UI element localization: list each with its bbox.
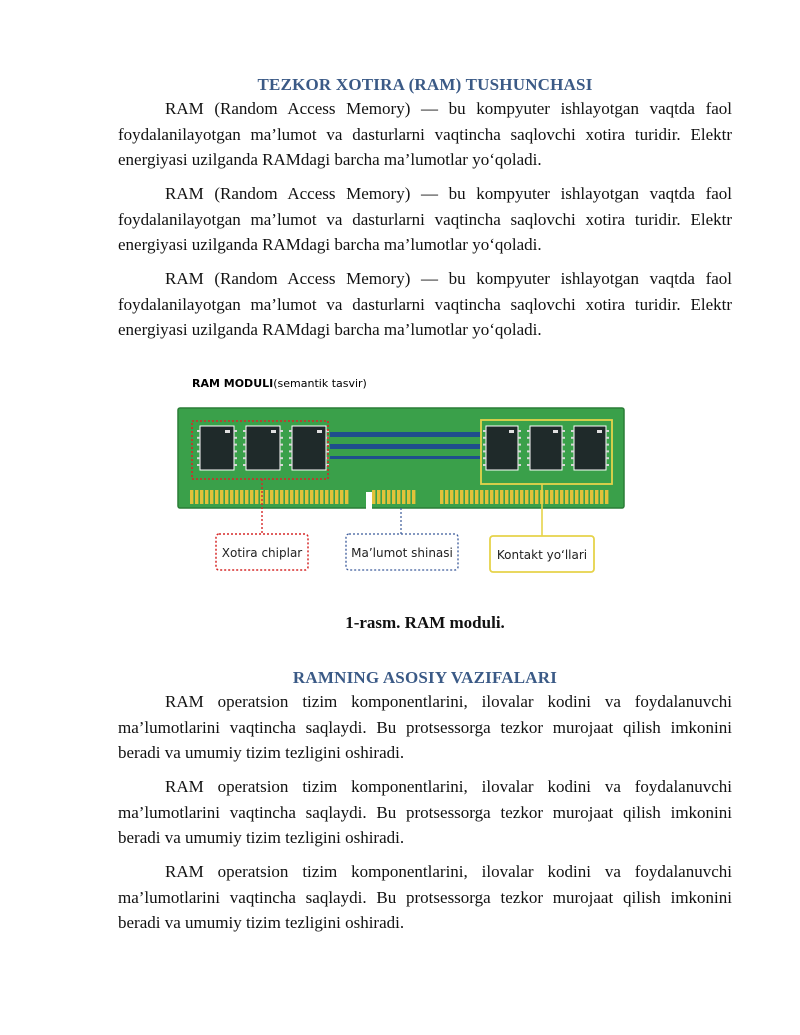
figure-caption: 1-rasm. RAM moduli. bbox=[345, 613, 505, 632]
chip-pin bbox=[234, 437, 237, 439]
chip-pin bbox=[289, 457, 292, 459]
chip-pin bbox=[518, 437, 521, 439]
chip-pin bbox=[527, 444, 530, 446]
gold-contact bbox=[310, 490, 313, 504]
gold-contact bbox=[295, 490, 298, 504]
gold-contact bbox=[560, 490, 563, 504]
chip-pin bbox=[606, 457, 609, 459]
gold-contact bbox=[250, 490, 253, 504]
chip-pin bbox=[280, 464, 283, 466]
section-heading-ram-functions: RAMNING ASOSIY VAZIFALARI bbox=[292, 668, 558, 687]
figure-title bbox=[192, 377, 367, 390]
gold-contact bbox=[475, 490, 478, 504]
chip-pin bbox=[280, 450, 283, 452]
gold-contact bbox=[300, 490, 303, 504]
gold-contact bbox=[392, 490, 395, 504]
chip-pin bbox=[483, 430, 486, 432]
chip-pin bbox=[289, 430, 292, 432]
chip-pin bbox=[571, 430, 574, 432]
gold-contact bbox=[320, 490, 323, 504]
memory-chips-right bbox=[486, 426, 606, 470]
gold-contact bbox=[402, 490, 405, 504]
gold-contact bbox=[200, 490, 203, 504]
gold-contact bbox=[205, 490, 208, 504]
gold-contact bbox=[555, 490, 558, 504]
chip-pin bbox=[483, 437, 486, 439]
gold-contact bbox=[235, 490, 238, 504]
gold-contact bbox=[575, 490, 578, 504]
chip-pin bbox=[197, 437, 200, 439]
chip-marker bbox=[597, 430, 602, 433]
gold-contact bbox=[450, 490, 453, 504]
gold-contact bbox=[325, 490, 328, 504]
paragraph: RAM operatsion tizim komponentlarini, ilovalar kodini va foydalanuvchi ma’lumotlarini vaqtincha saqlaydi. Bu protsessorga tezkor murojaat qilish imkonini beradi va umumiy tizim tezligini oshiradi. bbox=[118, 692, 732, 762]
gold-contact bbox=[515, 490, 518, 504]
figure-title-rest: (semantik tasvir) bbox=[273, 377, 367, 390]
gold-contact bbox=[530, 490, 533, 504]
chip-pin bbox=[197, 457, 200, 459]
chip-pin bbox=[527, 437, 530, 439]
ram-module-illustration bbox=[170, 368, 640, 583]
chip-pin bbox=[280, 457, 283, 459]
gold-contact bbox=[340, 490, 343, 504]
gold-contact bbox=[270, 490, 273, 504]
chip-pin bbox=[243, 437, 246, 439]
chip-pin bbox=[571, 450, 574, 452]
chip-pin bbox=[606, 437, 609, 439]
gold-contact bbox=[240, 490, 243, 504]
gold-contact bbox=[600, 490, 603, 504]
chip-pin bbox=[280, 437, 283, 439]
gold-contact bbox=[407, 490, 410, 504]
chip-pin bbox=[518, 430, 521, 432]
gold-contact bbox=[275, 490, 278, 504]
gold-contact bbox=[480, 490, 483, 504]
chip-pin bbox=[518, 464, 521, 466]
chip-pin bbox=[289, 464, 292, 466]
chip-pin bbox=[562, 430, 565, 432]
gold-contact bbox=[470, 490, 473, 504]
gold-contact bbox=[570, 490, 573, 504]
gold-contact bbox=[485, 490, 488, 504]
chip-pin bbox=[289, 437, 292, 439]
chip-pin bbox=[483, 450, 486, 452]
gold-contact bbox=[510, 490, 513, 504]
gold-contact bbox=[412, 490, 415, 504]
ram-module-figure bbox=[170, 368, 640, 583]
bus-line bbox=[330, 432, 480, 437]
gold-contact bbox=[377, 490, 380, 504]
gold-contact bbox=[215, 490, 218, 504]
chip-marker bbox=[553, 430, 558, 433]
chip-pin bbox=[483, 444, 486, 446]
section-heading-ram-concept: TEZKOR XOTIRA (RAM) TUSHUNCHASI bbox=[257, 75, 593, 94]
gold-contact bbox=[335, 490, 338, 504]
chip-pin bbox=[571, 464, 574, 466]
paragraph: RAM operatsion tizim komponentlarini, ilovalar kodini va foydalanuvchi ma’lumotlarini vaqtincha saqlaydi. Bu protsessorga tezkor murojaat qilish imkonini beradi va umumiy tizim tezligini oshiradi. bbox=[118, 777, 732, 847]
chip-pin bbox=[606, 464, 609, 466]
chip-pin bbox=[483, 464, 486, 466]
bus-line bbox=[330, 444, 480, 449]
chip-pin bbox=[243, 464, 246, 466]
paragraph: RAM (Random Access Memory) — bu kompyuter ishlayotgan vaqtda faol foydalanilayotgan ma’lumot va dasturlarni vaqtincha saqlovchi xotira turidir. Elektr energiyasi uzilganda RAMdagi barcha ma’lumotlar yo‘qoladi. bbox=[118, 184, 732, 254]
chip-pin bbox=[527, 464, 530, 466]
gold-contact bbox=[190, 490, 193, 504]
chip-pin bbox=[243, 444, 246, 446]
chip-pin bbox=[483, 457, 486, 459]
gold-contact bbox=[195, 490, 198, 504]
gold-contact bbox=[330, 490, 333, 504]
gold-contact bbox=[465, 490, 468, 504]
gold-contact bbox=[210, 490, 213, 504]
chip-pin bbox=[571, 444, 574, 446]
bus-label: Ma’lumot shinasi bbox=[351, 546, 453, 560]
chip-pin bbox=[234, 464, 237, 466]
gold-contact bbox=[455, 490, 458, 504]
gold-contact bbox=[290, 490, 293, 504]
chip-pin bbox=[562, 464, 565, 466]
gold-contact bbox=[285, 490, 288, 504]
chip-pin bbox=[243, 457, 246, 459]
chip-pin bbox=[606, 430, 609, 432]
gold-contact bbox=[585, 490, 588, 504]
chip-pin bbox=[527, 430, 530, 432]
chip-pin bbox=[280, 444, 283, 446]
gold-contact bbox=[490, 490, 493, 504]
chip-pin bbox=[234, 444, 237, 446]
gold-contact bbox=[520, 490, 523, 504]
paragraph: RAM (Random Access Memory) — bu kompyuter ishlayotgan vaqtda faol foydalanilayotgan ma’lumot va dasturlarni vaqtincha saqlovchi xotira turidir. Elektr energiyasi uzilganda RAMdagi barcha ma’lumotlar yo‘qoladi. bbox=[118, 99, 732, 169]
chip-pin bbox=[527, 450, 530, 452]
chip-marker bbox=[271, 430, 276, 433]
chip-pin bbox=[243, 450, 246, 452]
chip-pin bbox=[562, 437, 565, 439]
chip-pin bbox=[562, 450, 565, 452]
gold-contact bbox=[440, 490, 443, 504]
gold-contact bbox=[590, 490, 593, 504]
gold-contact bbox=[525, 490, 528, 504]
gold-contact bbox=[595, 490, 598, 504]
chip-marker bbox=[317, 430, 322, 433]
chip-pin bbox=[234, 457, 237, 459]
gold-contact bbox=[265, 490, 268, 504]
gold-contact bbox=[245, 490, 248, 504]
chip-pin bbox=[562, 444, 565, 446]
gold-contact bbox=[460, 490, 463, 504]
gold-contact bbox=[397, 490, 400, 504]
gold-contact bbox=[445, 490, 448, 504]
gold-contact bbox=[230, 490, 233, 504]
chips-label: Xotira chiplar bbox=[221, 546, 303, 560]
gold-contact bbox=[505, 490, 508, 504]
chip-pin bbox=[606, 444, 609, 446]
chip-pin bbox=[289, 444, 292, 446]
board-notch bbox=[366, 492, 372, 510]
chip-pin bbox=[571, 457, 574, 459]
chip-pin bbox=[571, 437, 574, 439]
memory-chips-left bbox=[200, 426, 326, 470]
contacts-label: Kontakt yo‘llari bbox=[496, 548, 588, 562]
gold-contact bbox=[580, 490, 583, 504]
chip-marker bbox=[509, 430, 514, 433]
gold-contact bbox=[550, 490, 553, 504]
chip-pin bbox=[197, 444, 200, 446]
chip-pin bbox=[606, 450, 609, 452]
paragraph: RAM (Random Access Memory) — bu kompyuter ishlayotgan vaqtda faol foydalanilayotgan ma’lumot va dasturlarni vaqtincha saqlovchi xotira turidir. Elektr energiyasi uzilganda RAMdagi barcha ma’lumotlar yo‘qoladi. bbox=[118, 269, 732, 339]
chip-pin bbox=[234, 430, 237, 432]
chip-pin bbox=[518, 450, 521, 452]
gold-contact bbox=[387, 490, 390, 504]
gold-contact bbox=[500, 490, 503, 504]
gold-contact bbox=[305, 490, 308, 504]
chip-pin bbox=[562, 457, 565, 459]
paragraph: RAM operatsion tizim komponentlarini, ilovalar kodini va foydalanuvchi ma’lumotlarini vaqtincha saqlaydi. Bu protsessorga tezkor murojaat qilish imkonini beradi va umumiy tizim tezligini oshiradi. bbox=[118, 862, 732, 932]
gold-contact bbox=[315, 490, 318, 504]
chip-pin bbox=[197, 430, 200, 432]
gold-contact bbox=[382, 490, 385, 504]
gold-contact bbox=[605, 490, 608, 504]
gold-contact bbox=[495, 490, 498, 504]
gold-contact bbox=[345, 490, 348, 504]
gold-contact bbox=[225, 490, 228, 504]
chip-pin bbox=[197, 450, 200, 452]
gold-contact bbox=[280, 490, 283, 504]
chip-pin bbox=[518, 457, 521, 459]
gold-contacts bbox=[190, 490, 608, 504]
gold-contact bbox=[565, 490, 568, 504]
figure-title-bold: RAM MODULI bbox=[192, 377, 274, 390]
chip-pin bbox=[243, 430, 246, 432]
chip-pin bbox=[518, 444, 521, 446]
gold-contact bbox=[372, 490, 375, 504]
bus-line bbox=[330, 456, 480, 459]
gold-contact bbox=[545, 490, 548, 504]
chip-pin bbox=[234, 450, 237, 452]
chip-pin bbox=[527, 457, 530, 459]
chip-pin bbox=[197, 464, 200, 466]
gold-contact bbox=[255, 490, 258, 504]
gold-contact bbox=[220, 490, 223, 504]
gold-contact bbox=[535, 490, 538, 504]
chip-marker bbox=[225, 430, 230, 433]
chip-pin bbox=[289, 450, 292, 452]
chip-pin bbox=[280, 430, 283, 432]
